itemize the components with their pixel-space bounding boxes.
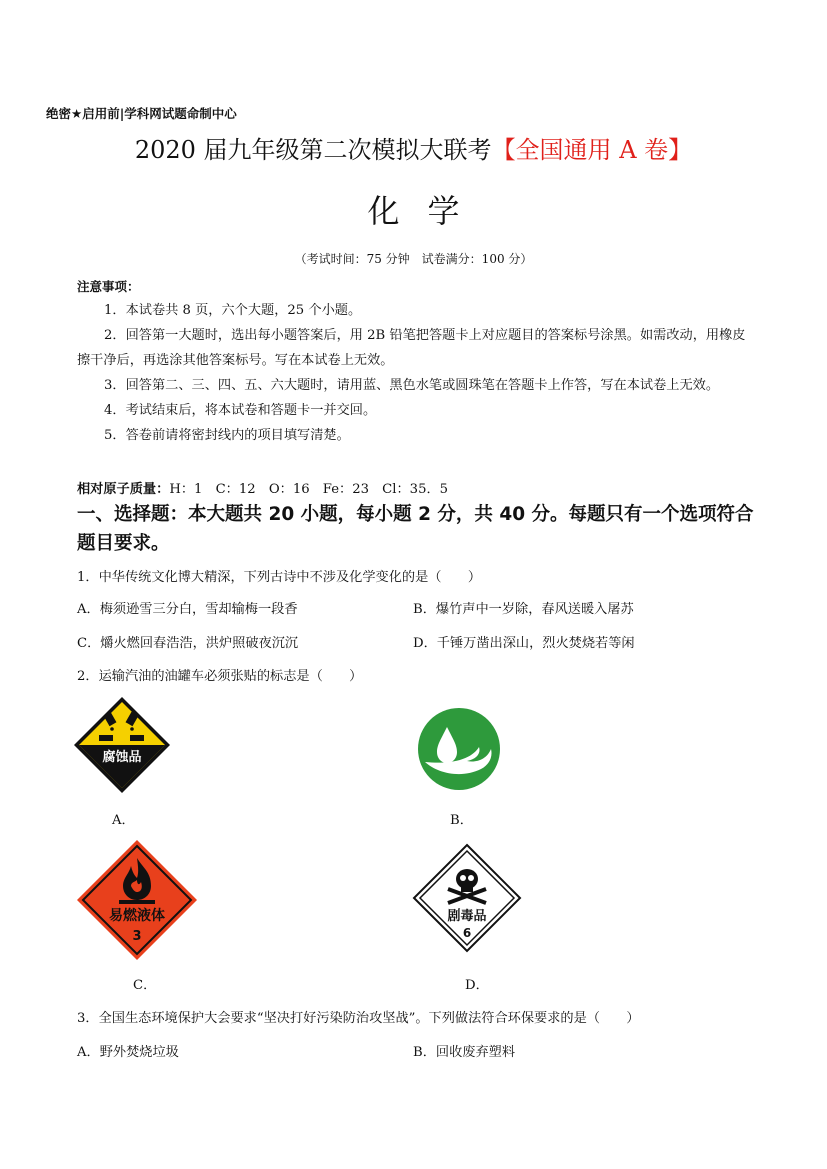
section-heading: 一、选择题：本大题共 20 小题，每小题 2 分，共 40 分。每题只有一个选项符合题目要求。 xyxy=(77,504,754,554)
toxic-sign-number: 6 xyxy=(462,926,472,940)
flammable-liquid-sign-icon[interactable] xyxy=(75,838,199,962)
question-1-option-c[interactable]: C．爝火燃回春浩浩，洪炉照破夜沉沉 xyxy=(77,636,299,651)
notice-item: 4．考试结束后，将本试卷和答题卡一并交回。 xyxy=(104,403,377,418)
notice-list xyxy=(77,298,757,448)
exam-info: （考试时间：75 分钟 试卷满分：100 分） xyxy=(294,252,533,266)
question-2-stem: 2．运输汽油的油罐车必须张贴的标志是（ ） xyxy=(77,669,363,684)
water-drop-sign-icon[interactable] xyxy=(417,707,501,791)
question-1-stem: 1．中华传统文化博大精深，下列古诗中不涉及化学变化的是（ ） xyxy=(77,570,482,585)
notice-item: 2．回答第一大题时，选出每小题答案后，用 2B 铅笔把答题卡上对应题目的答案标号涂黑。如需改动，用橡皮擦干净后，再选涂其他答案标号。写在本试卷上无效。 xyxy=(77,328,746,368)
corrosive-sign-label: 腐蚀品 xyxy=(102,750,142,765)
notice-item: 3．回答第二、三、四、五、六大题时，请用蓝、黑色水笔或圆珠笔在答题卡上作答，写在本试卷上无效。 xyxy=(104,378,720,393)
question-3-option-a[interactable]: A．野外焚烧垃圾 xyxy=(77,1045,179,1060)
notice-heading: 注意事项： xyxy=(77,279,140,294)
question-3-option-b[interactable]: B．回收废弃塑料 xyxy=(413,1045,516,1060)
question-2-option-a[interactable]: A． xyxy=(112,813,135,828)
title-highlight: 【全国通用 A 卷】 xyxy=(491,136,693,164)
title-main: 2020 届九年级第二次模拟大联考 xyxy=(134,136,492,164)
toxic-sign-icon[interactable] xyxy=(412,843,522,953)
notice-item: 1．本试卷共 8 页，六个大题，25 个小题。 xyxy=(104,303,362,318)
question-2-option-c[interactable]: C． xyxy=(133,978,157,993)
question-1-option-a[interactable]: A．梅须逊雪三分白，雪却输梅一段香 xyxy=(77,602,298,617)
page-title xyxy=(0,130,827,165)
question-3-stem: 3．全国生态环境保护大会要求“坚决打好污染防治攻坚战”。下列做法符合环保要求的是（ ） xyxy=(77,1011,640,1026)
atomic-masses-values: H：1 C：12 O：16 Fe：23 Cl：35．5 xyxy=(169,482,449,497)
question-2-option-b[interactable]: B． xyxy=(450,813,473,828)
question-1-option-b[interactable]: B．爆竹声中一岁除，春风送暖入屠苏 xyxy=(413,602,634,617)
flammable-sign-number: 3 xyxy=(132,929,142,944)
question-1-option-d[interactable]: D．千锤万凿出深山，烈火焚烧若等闲 xyxy=(413,636,635,651)
corrosive-sign-icon[interactable] xyxy=(72,695,172,795)
atomic-masses-label: 相对原子质量： xyxy=(77,482,170,497)
header-note: 绝密★启用前|学科网试题命制中心 xyxy=(46,106,237,121)
question-2-option-d[interactable]: D． xyxy=(465,978,489,993)
notice-item: 5．答卷前请将密封线内的项目填写清楚。 xyxy=(104,428,350,443)
flammable-sign-label: 易燃液体 xyxy=(109,908,165,924)
atomic-masses xyxy=(77,478,448,497)
subject-title: 化学 xyxy=(367,192,488,230)
toxic-sign-label: 剧毒品 xyxy=(447,909,487,924)
